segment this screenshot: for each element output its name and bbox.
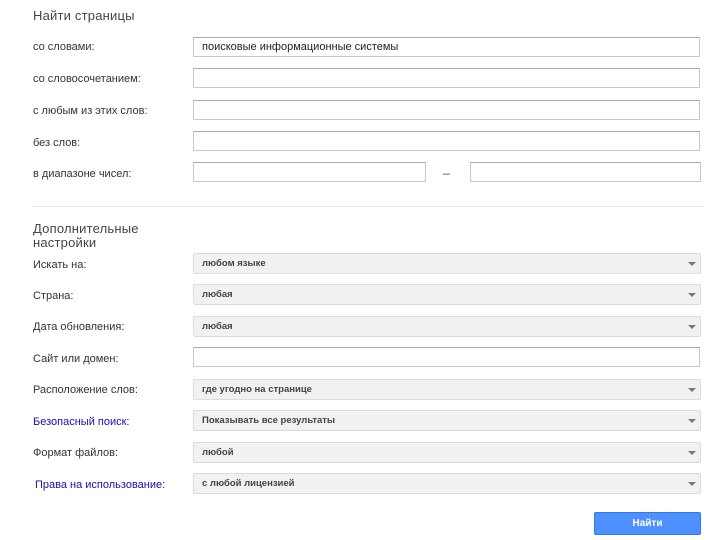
- file-type-select[interactable]: [193, 442, 701, 463]
- usage-rights-label[interactable]: Права на использование:: [35, 479, 166, 491]
- site-domain-label: Сайт или домен:: [33, 353, 119, 365]
- terms-appearing-label: Расположение слов:: [33, 384, 138, 396]
- chevron-down-icon: [688, 451, 696, 455]
- search-submit-button[interactable]: Найти: [594, 512, 701, 535]
- usage-rights-select-value: с любой лицензией: [202, 478, 295, 489]
- chevron-down-icon: [688, 388, 696, 392]
- usage-rights-select[interactable]: [193, 473, 701, 494]
- all-words-input[interactable]: поисковые информационные системы: [193, 37, 700, 57]
- terms-appearing-select[interactable]: [193, 379, 701, 400]
- safesearch-select[interactable]: [193, 410, 701, 431]
- chevron-down-icon: [688, 262, 696, 266]
- language-label: Искать на:: [33, 259, 87, 271]
- number-range-to-input[interactable]: [470, 162, 701, 182]
- country-select[interactable]: [193, 284, 701, 305]
- advanced-title-line1: Дополнительные: [33, 221, 139, 236]
- language-select[interactable]: [193, 253, 701, 274]
- last-update-select-value: любая: [202, 321, 233, 332]
- chevron-down-icon: [688, 293, 696, 297]
- number-range-from-input[interactable]: [193, 162, 426, 182]
- chevron-down-icon: [688, 325, 696, 329]
- section-divider: [33, 206, 703, 207]
- chevron-down-icon: [688, 419, 696, 423]
- number-range-label: в диапазоне чисел:: [33, 168, 132, 180]
- file-type-select-value: любой: [202, 447, 234, 458]
- chevron-down-icon: [688, 482, 696, 486]
- any-words-input[interactable]: [193, 100, 700, 120]
- country-select-value: любая: [202, 289, 233, 300]
- range-separator: –: [443, 166, 450, 180]
- all-words-label: со словами:: [33, 41, 95, 53]
- find-pages-title: Найти страницы: [33, 8, 135, 23]
- site-domain-input[interactable]: [193, 347, 700, 367]
- terms-appearing-select-value: где угодно на странице: [202, 384, 312, 395]
- safesearch-select-value: Показывать все результаты: [202, 415, 336, 426]
- any-words-label: с любым из этих слов:: [33, 105, 148, 117]
- last-update-label: Дата обновления:: [33, 321, 125, 333]
- file-type-label: Формат файлов:: [33, 447, 119, 459]
- language-select-value: любом языке: [202, 258, 266, 269]
- none-words-input[interactable]: [193, 131, 700, 151]
- country-label: Страна:: [33, 290, 74, 302]
- safesearch-label[interactable]: Безопасный поиск:: [33, 416, 130, 428]
- exact-phrase-label: со словосочетанием:: [33, 73, 141, 85]
- exact-phrase-input[interactable]: [193, 68, 700, 88]
- advanced-title-line2: настройки: [33, 235, 97, 250]
- none-words-label: без слов:: [33, 137, 81, 149]
- last-update-select[interactable]: [193, 316, 701, 337]
